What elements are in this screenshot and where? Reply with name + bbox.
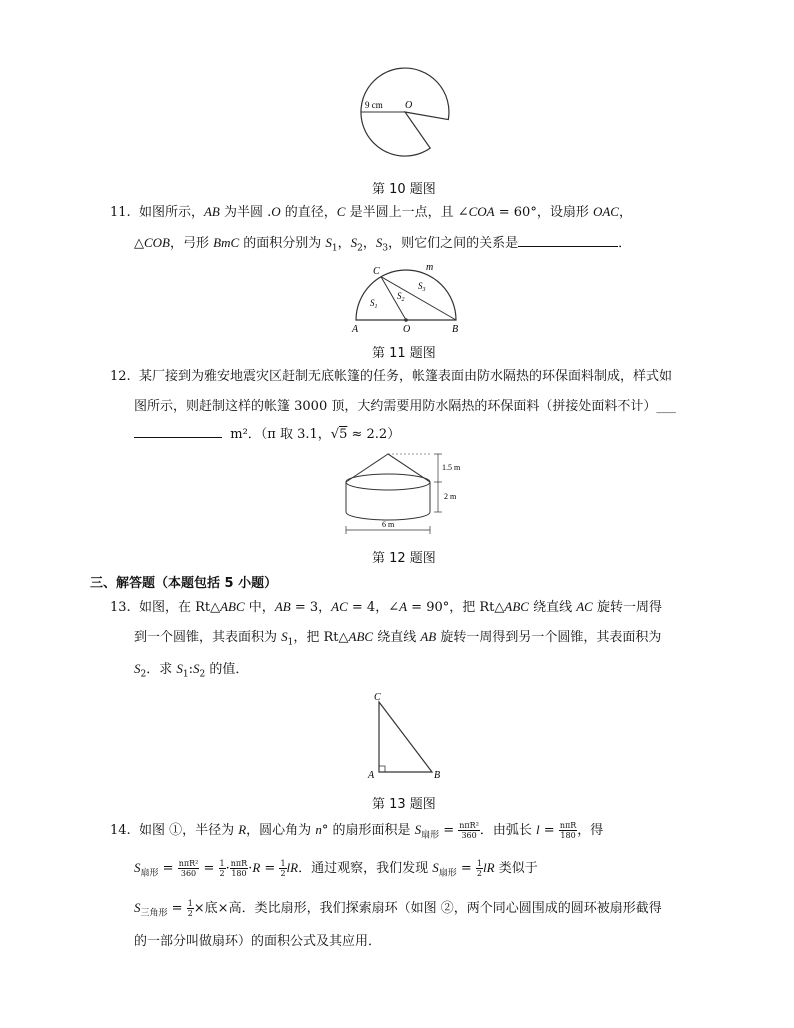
frac-arc: $\frac{\text{nπR}}{180}$ <box>559 821 577 840</box>
q12-line3: m²．（π 取 3.1，√5 ≈ 2.2） <box>134 425 400 445</box>
label-S1: $S_1$ <box>370 298 378 310</box>
q11-line2: △COB，弓形 BmC 的面积分别为 $S_1$，$S_2$，$S_3$，则它们之间的关系是 ． <box>134 235 632 254</box>
center-label: O <box>405 100 413 111</box>
figure-10 <box>355 60 455 165</box>
label-C: C <box>373 266 380 277</box>
label-top-height: 1.5 m <box>442 463 461 472</box>
label-m: m <box>426 262 434 273</box>
q13-number: 13. <box>110 600 131 615</box>
triangle <box>379 702 432 772</box>
label-B: B <box>434 770 441 781</box>
fig12-caption: 第 12 题图 <box>372 551 436 566</box>
figure-11 <box>348 262 464 334</box>
q12-line2: 图所示，则赶制这样的帐篷 3000 顶，大约需要用防水隔热的环保面料（拼接处面料不计）___ <box>134 399 676 414</box>
q11-number: 11. <box>110 205 131 220</box>
fig10-caption: 第 10 题图 <box>372 182 436 197</box>
radius-label: 9 cm <box>365 100 383 110</box>
right-angle-mark <box>379 766 385 772</box>
q13-line1: 13. 如图，在 Rt△ABC 中，AB = 3，AC = 4，∠A = 90°，把 Rt△ABC 绕直线 AC 旋转一周得 <box>110 599 662 615</box>
q11-answer-blank[interactable] <box>518 234 618 247</box>
q14-line4: 的一部分叫做扇环）的面积公式及其应用． <box>134 934 382 949</box>
label-S3: $S_3$ <box>418 281 426 293</box>
q12-text1: 某厂接到为雅安地震灾区赶制无底帐篷的任务，帐篷表面由防水隔热的环保面料制成，样式如 <box>138 369 672 384</box>
figure-12 <box>338 450 468 542</box>
label-S2: $S_2$ <box>397 291 405 303</box>
q12-number: 12. <box>110 369 131 384</box>
section-3-title: 三、解答题（本题包括 5 小题） <box>90 576 278 591</box>
q12-line1 <box>110 367 672 387</box>
label-C: C <box>374 692 381 703</box>
cylinder-top <box>346 474 430 490</box>
cone <box>346 454 430 482</box>
center-dot <box>404 318 408 322</box>
cylinder-bottom <box>346 512 430 520</box>
label-B: B <box>452 324 459 334</box>
q14-line3: $S_{三角形}$ = $\frac{1}{2}$ ×底×高．类比扇形，我们探索扇环（如图 ②，两个同心圆围成的圆环被扇形截得 <box>134 899 662 919</box>
fig13-caption: 第 13 题图 <box>372 797 436 812</box>
q14-number: 14. <box>110 823 131 838</box>
semicircle <box>356 270 456 320</box>
label-cyl-height: 2 m <box>444 492 457 501</box>
q12-answer-blank[interactable] <box>134 425 222 438</box>
label-diameter: 6 m <box>382 520 395 529</box>
frac-area: $\frac{\text{nπR²}}{360}$ <box>459 821 479 840</box>
label-A: A <box>368 770 375 781</box>
q11-line1: 11. 如图所示，AB 为半圆 .O 的直径，C 是半圆上一点，且 ∠COA = 60°，设扇形 OAC， <box>110 204 632 220</box>
q14-line1: 14. 如图 ①，半径为 R，圆心角为 n° 的扇形面积是 $S_{扇形}$ = $\frac{\text{nπR²}}{360}$ ．由弧长 l = $\frac{\text{nπR}}{180}$ ，得 <box>110 821 604 841</box>
q13-line2: 到一个圆锥，其表面积为 $S_1$，把 Rt△ABC 绕直线 AB 旋转一周得到另一个圆锥，其表面积为 <box>134 629 662 648</box>
label-O: O <box>403 324 411 334</box>
q13-line3: $S_2$．求 $S_1:S_2$ 的值． <box>134 661 249 680</box>
figure-13 <box>362 688 452 784</box>
fig11-caption: 第 11 题图 <box>372 346 436 361</box>
label-A: A <box>352 324 359 334</box>
q14-line2: $S_{扇形}$ = $\frac{\text{nπR²}}{360}$ = $\frac{1}{2}$ · $\frac{\text{nπR}}{180}$ ·R = $\frac{1}{2}$ lR．通过观察，我们发现 $S_{扇形}$ = $\frac{1}{2}$ lR 类似于 <box>134 859 538 879</box>
